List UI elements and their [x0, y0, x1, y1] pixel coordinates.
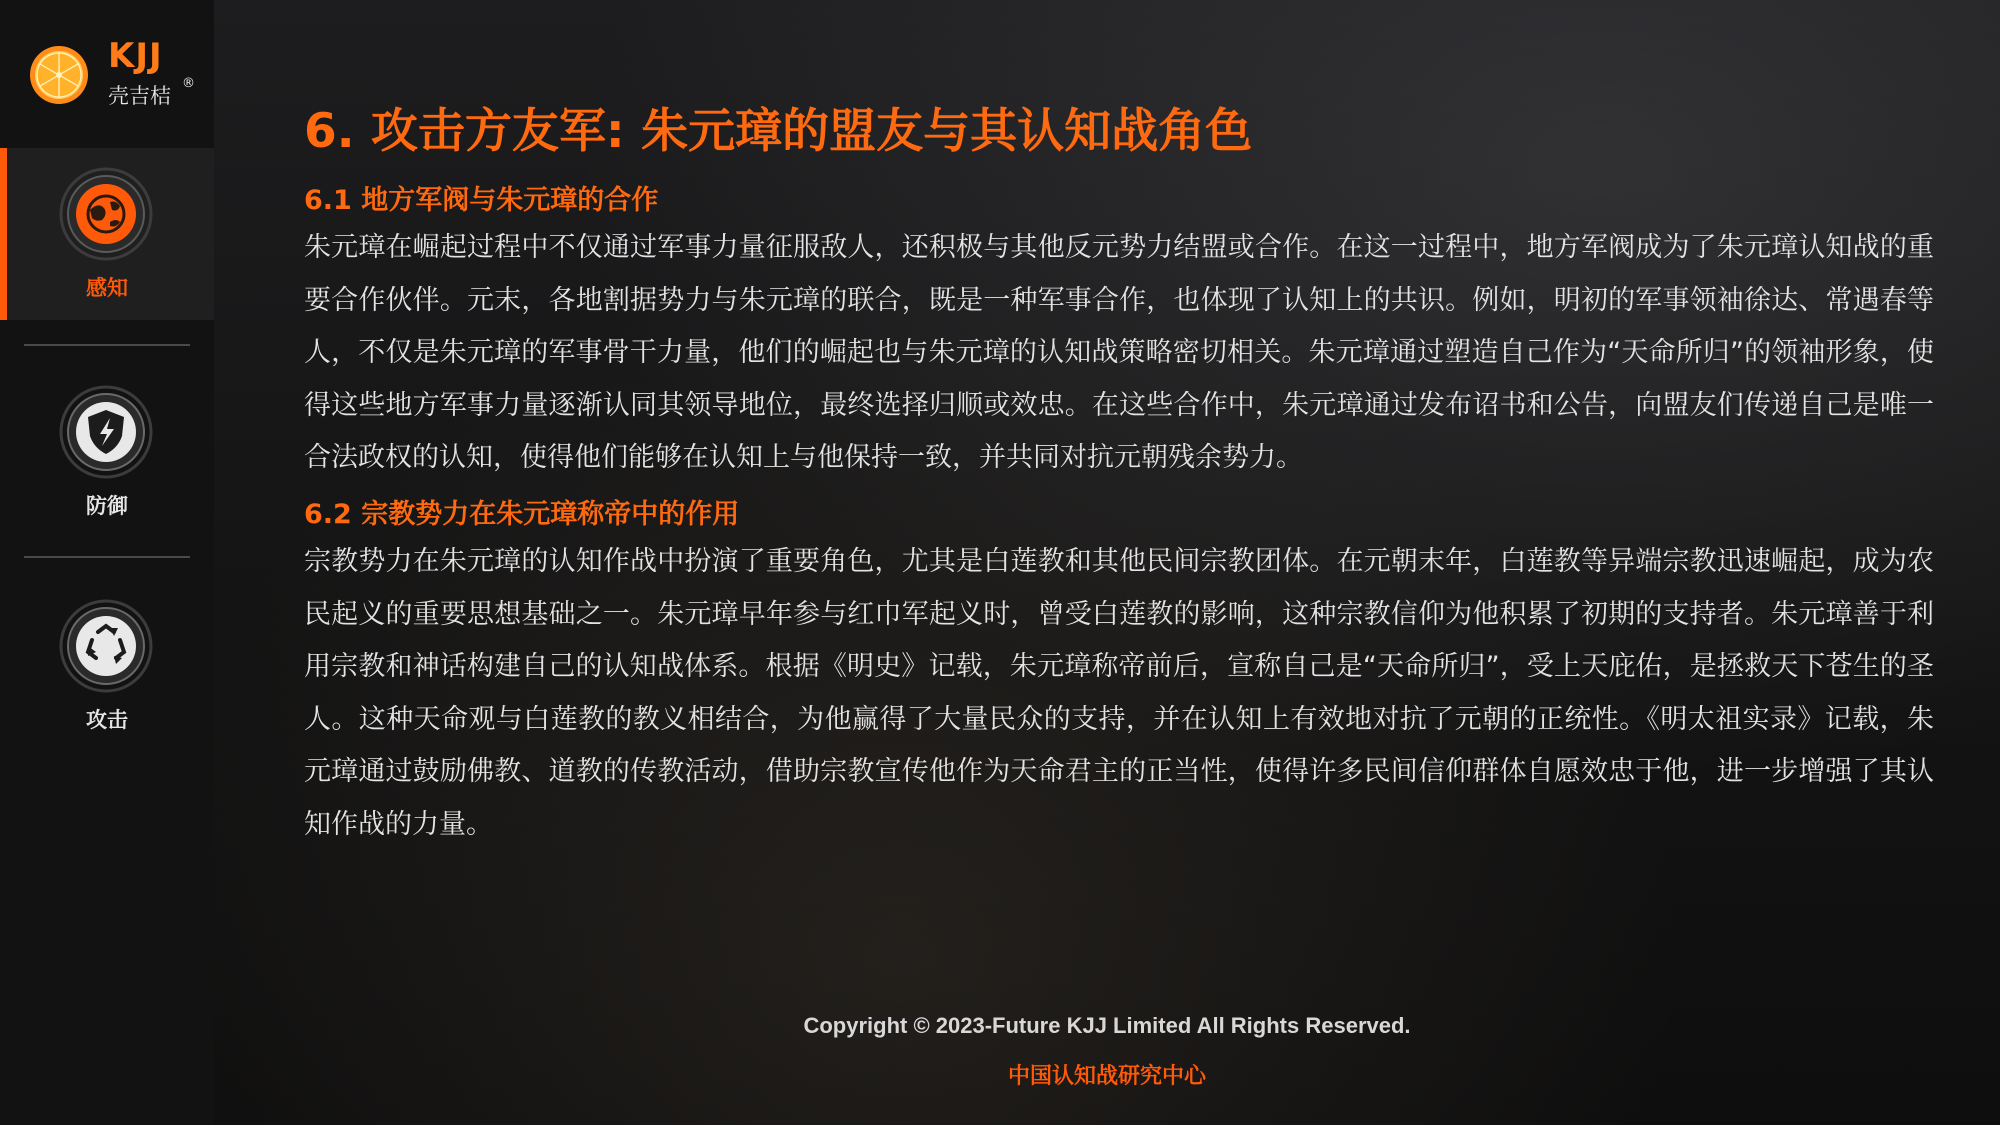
section-body: 朱元璋在崛起过程中不仅通过军事力量征服敌人，还积极与其他反元势力结盟或合作。在这一过程中，地方军阀成为了朱元璋认知战的重要合作伙伴。元末，各地割据势力与朱元璋的联合，既是一种军事合作，也体现了认知上的共识。例如，明初的军事领袖徐达、常遇春等人，不仅是朱元璋的军事骨干力量，他们的崛起也与朱元璋的认知战策略密切相关。朱元璋通过塑造自己作为“天命所归”的领袖形象，使得这些地方军事力量逐渐认同其领导地位，最终选择归顺或效忠。在这些合作中，朱元璋通过发布诏书和公告，向盟友们传递自己是唯一合法政权的认知，使得他们能够在认知上与他保持一致，并共同对抗元朝残余势力。	[304, 232, 1934, 473]
sidebar-item-perception[interactable]	[0, 148, 214, 320]
sidebar-item-label: 攻击	[86, 708, 128, 732]
brand-logo[interactable]	[28, 36, 208, 116]
section-body: 宗教势力在朱元璋的认知作战中扮演了重要角色，尤其是白莲教和其他民间宗教团体。在元朝末年，白莲教等异端宗教迅速崛起，成为农民起义的重要思想基础之一。朱元璋早年参与红巾军起义时，曾受白莲教的影响，这种宗教信仰为他积累了初期的支持者。朱元璋善于利用宗教和神话构建自己的认知战体系。根据《明史》记载，朱元璋称帝前后，宣称自己是“天命所归”，受上天庇佑，是拯救天下苍生的圣人。这种天命观与白莲教的教义相结合，为他赢得了大量民众的支持，并在认知上有效地对抗了元朝的正统性。《明太祖实录》记载，朱元璋通过鼓励佛教、道教的传教活动，借助宗教宣传他作为天命君主的正当性，使得许多民间信仰群体自愿效忠于他，进一步增强了其认知作战的力量。	[304, 546, 1934, 840]
sidebar-item-label: 感知	[86, 276, 128, 300]
sidebar-divider	[24, 344, 190, 346]
section-heading: 6.2 宗教势力在朱元璋称帝中的作用	[304, 499, 740, 530]
page-title: 6. 攻击方友军: 朱元璋的盟友与其认知战角色	[304, 104, 1253, 159]
orange-logo-icon	[28, 44, 90, 106]
recycle-icon	[58, 598, 154, 694]
sidebar-item-label: 防御	[86, 494, 128, 518]
registered-mark: ®	[182, 76, 195, 91]
sidebar-item-defense[interactable]	[0, 366, 214, 538]
sidebar-divider	[24, 556, 190, 558]
organization-name: 中国认知战研究中心	[1007, 1064, 1206, 1089]
brand-name: KJJ	[108, 36, 163, 76]
sidebar-item-attack[interactable]	[0, 580, 214, 752]
brand-name-cn: 壳吉桔	[108, 84, 171, 108]
globe-icon	[58, 166, 154, 262]
sidebar	[0, 0, 214, 1125]
section-heading: 6.1 地方军阀与朱元璋的合作	[304, 185, 659, 216]
copyright-text: Copyright © 2023-Future KJJ Limited All Rights Reserved.	[803, 1013, 1411, 1038]
shield-bolt-icon	[58, 384, 154, 480]
